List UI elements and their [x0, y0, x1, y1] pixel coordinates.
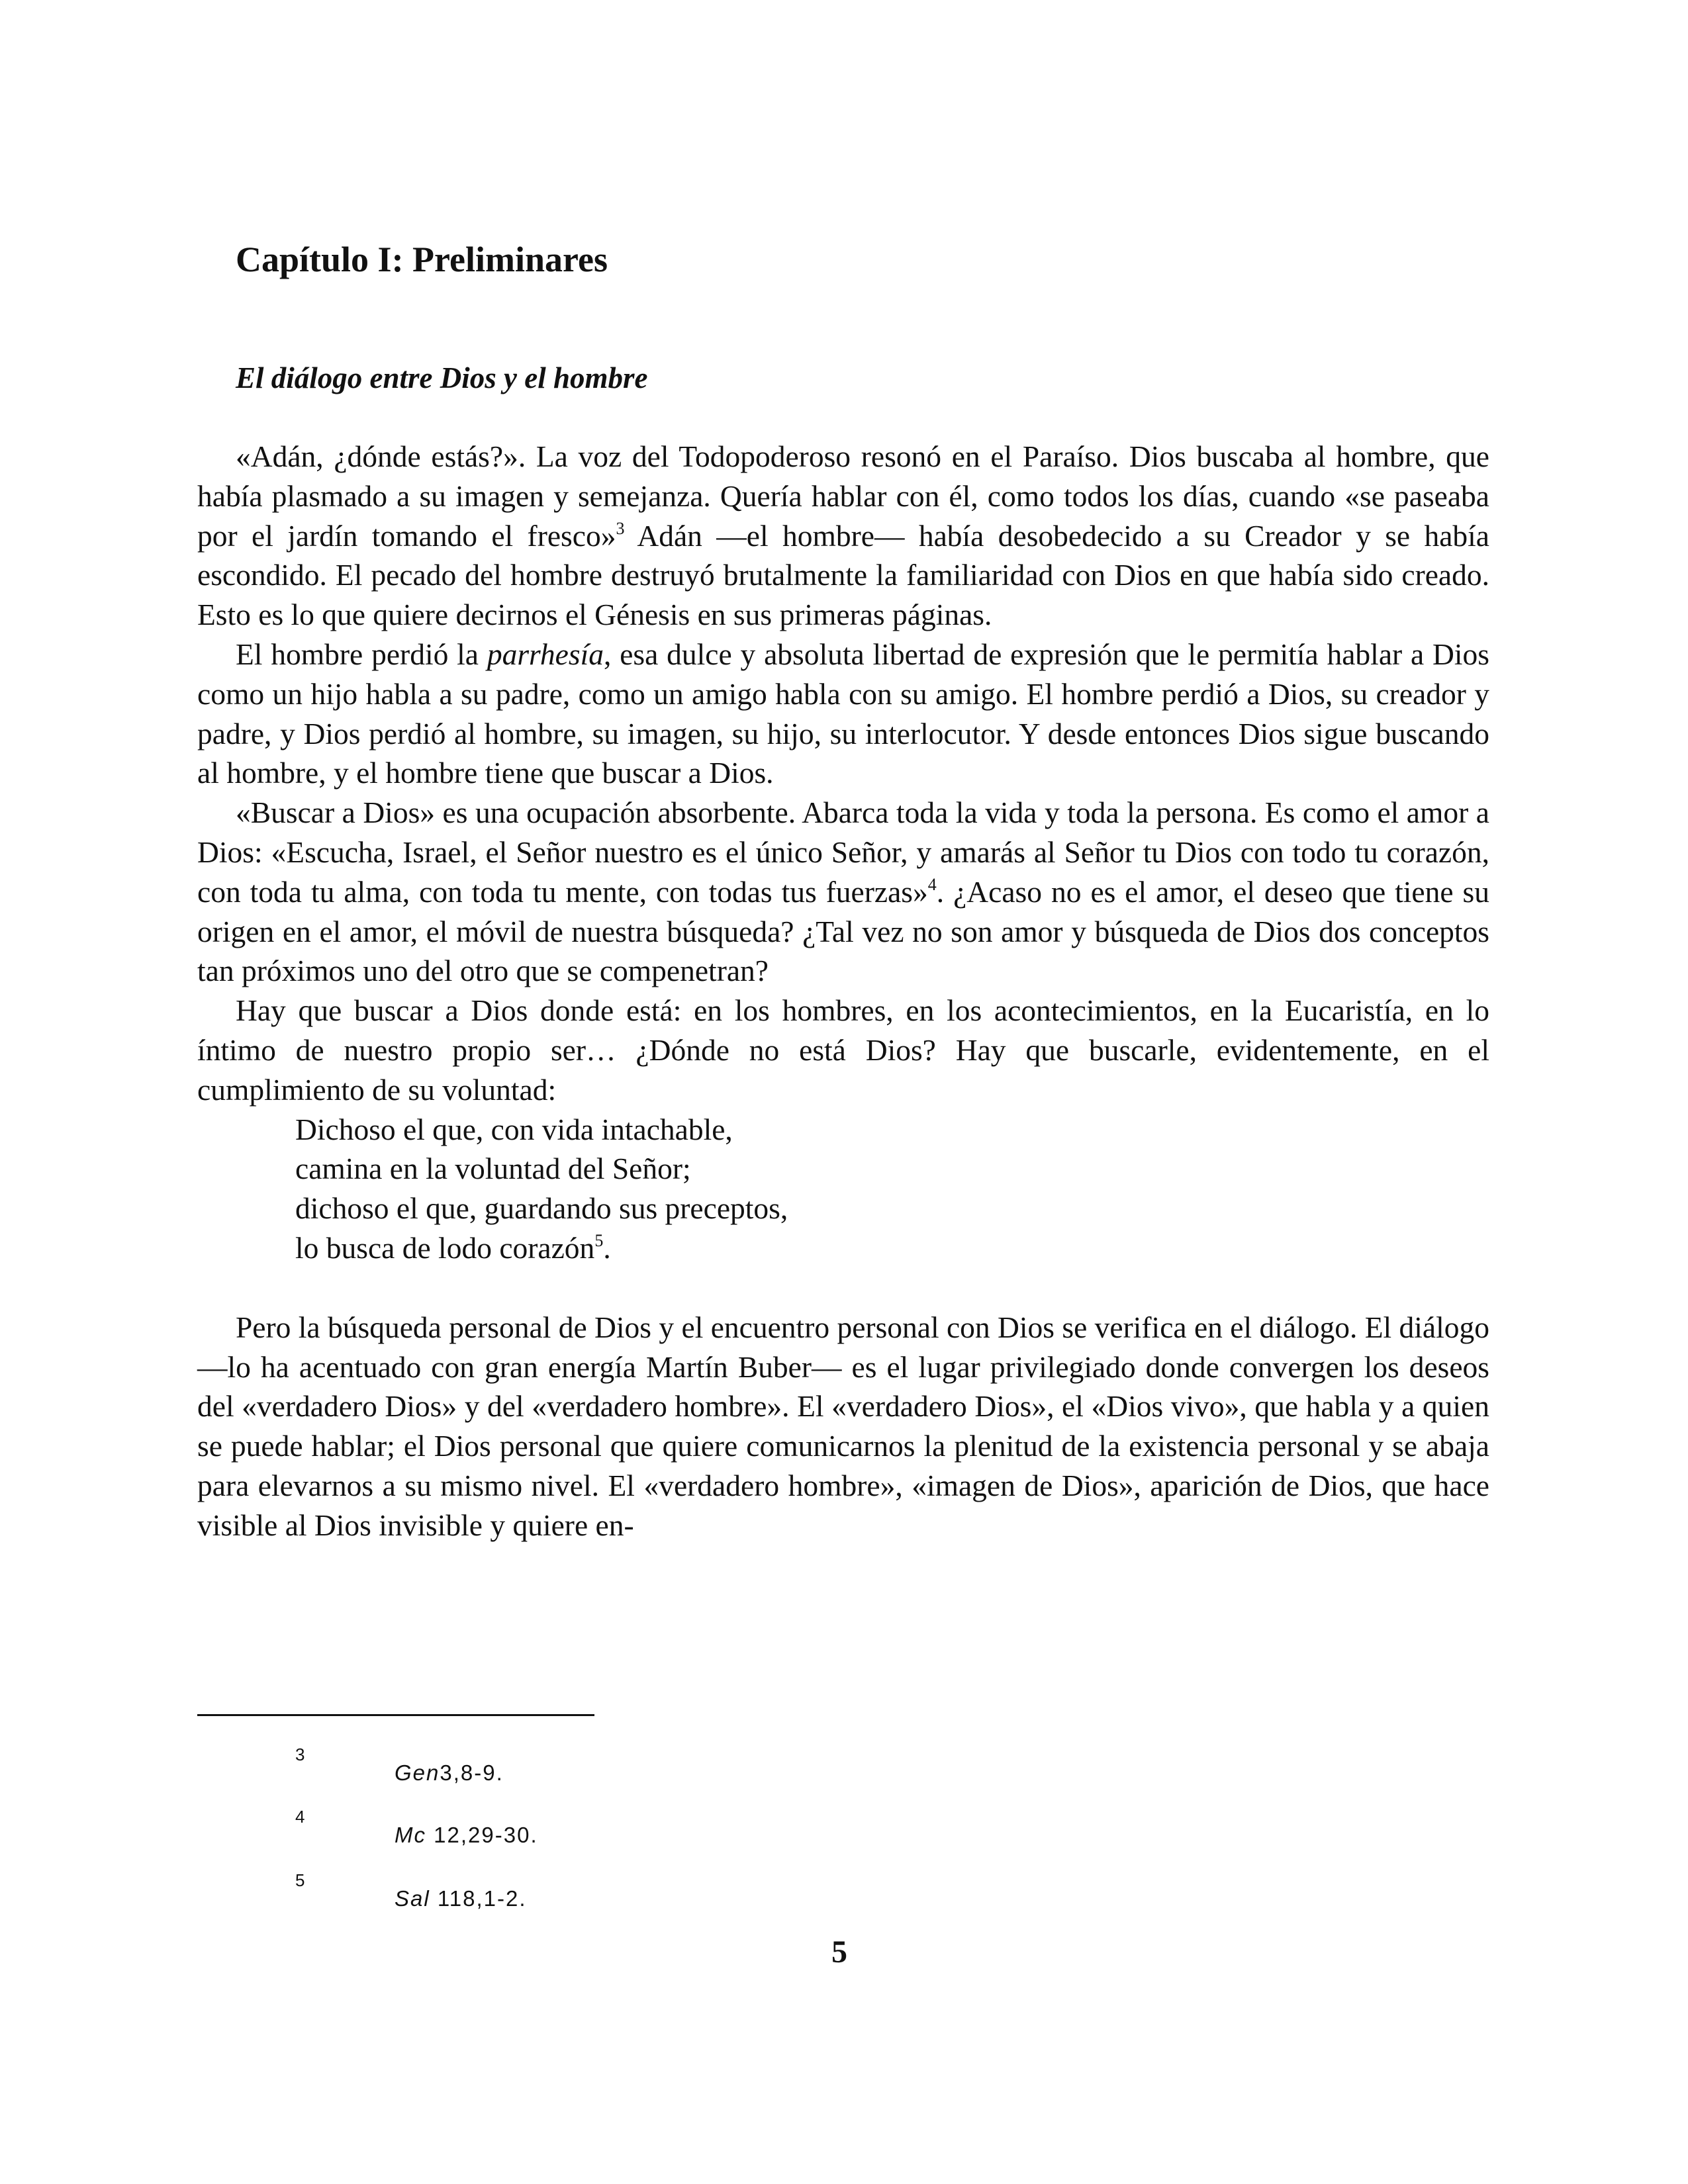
- footnote-text: Gen3,8-9.: [395, 1760, 504, 1785]
- psalm-quote: [295, 1110, 1489, 1268]
- chapter-title: Capítulo I: Preliminares: [236, 240, 608, 279]
- footnote-ref-5[interactable]: 5: [594, 1230, 604, 1250]
- footnote-number: 3: [295, 1745, 305, 1764]
- footnote-text: Mc 12,29-30.: [395, 1823, 538, 1847]
- poem-line-2: camina en la voluntad del Señor;: [295, 1152, 691, 1186]
- spacer: [197, 1268, 1489, 1308]
- poem-line-1: Dichoso el que, con vida intachable,: [295, 1112, 733, 1146]
- footnote-number: 4: [295, 1807, 305, 1827]
- footnote-divider: [197, 1714, 594, 1716]
- paragraph-1: «Adán, ¿dónde estás?». La voz del Todopoderoso resonó en el Paraíso. Dios buscaba al hombre, que había plasmado a su imagen y semejanza. Quería hablar con él, como todos los días, cuando «se paseaba por el jardín tomando el fresco»$^3$ Adán —el hombre— había desobedecido a su Creador y se había escondido. El pecado del hombre destruyó brutalmente la familiaridad con Dios en que había sido creado. Esto es lo que quiere decirnos el Génesis en sus primeras páginas.: [197, 439, 1489, 632]
- paragraph-4: Hay que buscar a Dios donde está: en los hombres, en los acontecimientos, en la Eucaristía, en lo íntimo de nuestro propio ser… ¿Dónde no está Dios? Hay que buscarle, evidentemente, en el cumplimiento de su voluntad:: [197, 993, 1489, 1107]
- footnote-number: 5: [295, 1870, 305, 1890]
- poem-line-3: dichoso el que, guardando sus preceptos,: [295, 1191, 788, 1226]
- footnote-ref-3[interactable]: 3: [616, 518, 625, 538]
- poem-line-4: lo busca de lodo corazón$^5$.: [295, 1230, 611, 1265]
- page-number: 5: [831, 1934, 847, 1970]
- footnote-text: Sal 118,1-2.: [395, 1886, 527, 1911]
- paragraph-3: «Buscar a Dios» es una ocupación absorbente. Abarca toda la vida y toda la persona. Es como el amor a Dios: «Escucha, Israel, el Señor nuestro es el único Señor, y amarás al Señor tu Dios con todo tu corazón, con toda tu alma, con toda tu mente, con todas tus fuerzas»$^4$. ¿Acaso no es el amor, el deseo que tiene su origen en el amor, el móvil de nuestra búsqueda? ¿Tal vez no son amor y búsqueda de Dios dos conceptos tan próximos uno del otro que se compenetran?: [197, 796, 1489, 988]
- paragraph-5: Pero la búsqueda personal de Dios y el encuentro personal con Dios se verifica en el diálogo. El diálogo —lo ha acentuado con gran energía Martín Buber— es el lugar privilegiado donde convergen los deseos del «verdadero Dios» y del «verdadero hombre». El «verdadero Dios», el «Dios vivo», que habla y a quien se puede hablar; el Dios personal que quiere comunicarnos la plenitud de la existencia personal y se abaja para elevarnos a su mismo nivel. El «verdadero hombre», «imagen de Dios», aparición de Dios, que hace visible al Dios invisible y quiere en-: [197, 1310, 1490, 1542]
- paragraph-2: El hombre perdió la parrhesía, esa dulce y absoluta libertad de expresión que le permitía hablar a Dios como un hijo habla a su padre, como un amigo habla con su amigo. El hombre perdió a Dios, su creador y padre, y Dios perdió al hombre, su imagen, su hijo, su interlocutor. Y desde entonces Dios sigue buscando al hombre, y el hombre tiene que buscar a Dios.: [197, 637, 1489, 790]
- footnote-ref-4[interactable]: 4: [927, 874, 937, 894]
- body-text: [197, 437, 1489, 1545]
- section-title: El diálogo entre Dios y el hombre: [236, 361, 648, 394]
